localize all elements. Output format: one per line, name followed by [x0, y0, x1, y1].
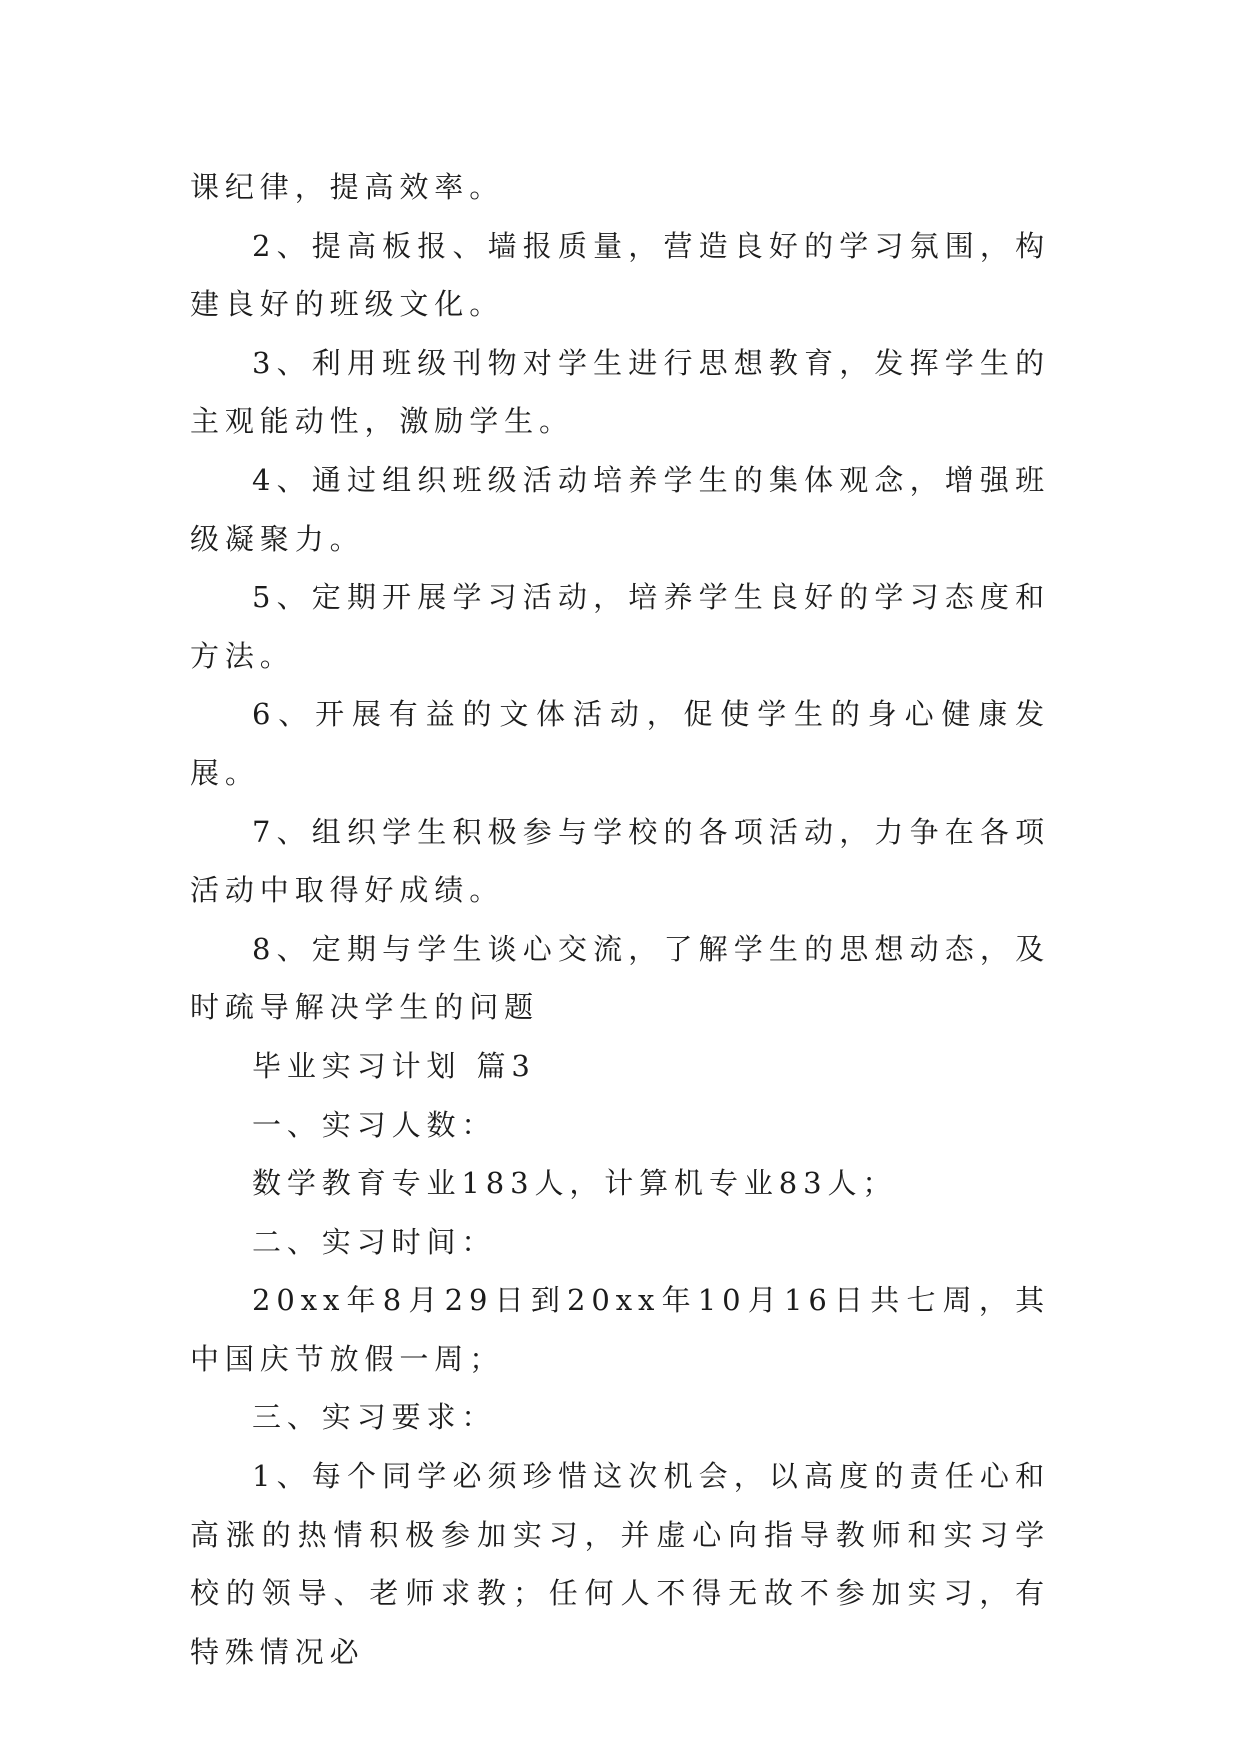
paragraph-4: 4、通过组织班级活动培养学生的集体观念，增强班级凝聚力。	[190, 462, 1050, 556]
section-heading: 毕业实习计划 篇3	[252, 1048, 536, 1083]
subheading-time: 二、实习时间：	[252, 1224, 497, 1259]
paragraph-time: 20xx年8月29日到20xx年10月16日共七周，其中国庆节放假一周；	[190, 1283, 1050, 1376]
paragraph-3: 3、利用班级刊物对学生进行思想教育，发挥学生的主观能动性，激励学生。	[190, 345, 1050, 439]
paragraph-5: 5、定期开展学习活动，培养学生良好的学习态度和方法。	[190, 580, 1050, 673]
paragraph-2: 2、提高板报、墙报质量，营造良好的学习氛围，构建良好的班级文化。	[190, 228, 1050, 322]
paragraph-6: 6、开展有益的文体活动，促使学生的身心健康发展。	[190, 697, 1050, 790]
subheading-requirements: 三、实习要求：	[252, 1400, 497, 1435]
document-body	[190, 158, 1050, 1681]
paragraph-participants: 数学教育专业183人，计算机专业83人；	[252, 1166, 898, 1201]
subheading-participants: 一、实习人数：	[252, 1107, 497, 1142]
paragraph-7: 7、组织学生积极参与学校的各项活动，力争在各项活动中取得好成绩。	[190, 814, 1050, 908]
paragraph-8: 8、定期与学生谈心交流，了解学生的思想动态，及时疏导解决学生的问题	[190, 931, 1050, 1025]
paragraph-requirement-1: 1、每个同学必须珍惜这次机会，以高度的责任心和高涨的热情积极参加实习，并虚心向指导教师和实习学校的领导、老师求教；任何人不得无故不参加实习，有特殊情况必	[190, 1459, 1050, 1669]
paragraph-1: 课纪律，提高效率。	[190, 170, 505, 204]
